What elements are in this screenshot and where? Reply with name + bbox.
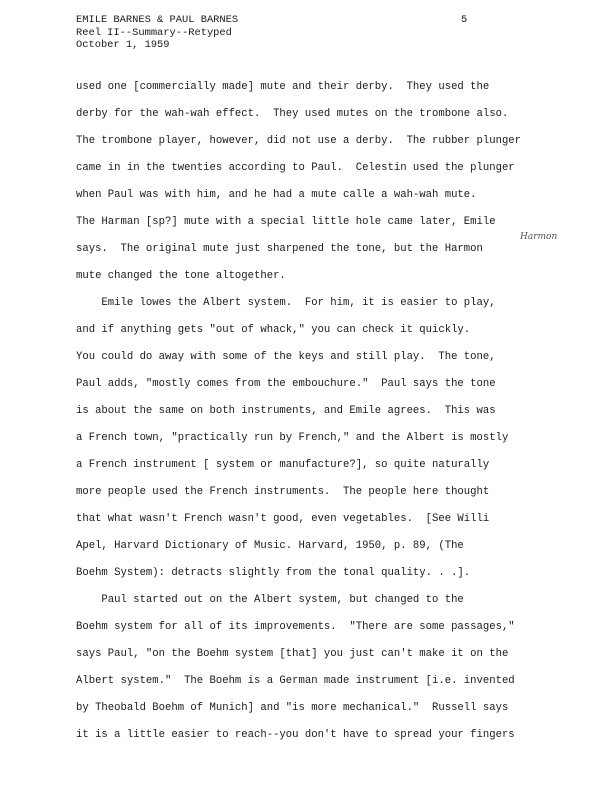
header-names: EMILE BARNES & PAUL BARNES bbox=[76, 14, 239, 26]
body-line: Paul started out on the Albert system, but changed to the bbox=[76, 594, 464, 606]
body-line: Boehm system for all of its improvements. "There are some passages," bbox=[76, 621, 515, 633]
body-line: Paul adds, "mostly comes from the embouchure." Paul says the tone bbox=[76, 378, 496, 390]
body-line: Albert system." The Boehm is a German made instrument [i.e. invented bbox=[76, 675, 515, 687]
body-line: when Paul was with him, and he had a mute calle a wah-wah mute. bbox=[76, 189, 477, 201]
body-line: more people used the French instruments. The people here thought bbox=[76, 486, 490, 498]
body-line: it is a little easier to reach--you don't have to spread your fingers bbox=[76, 729, 515, 741]
document-header bbox=[76, 14, 238, 52]
body-line: came in in the twenties according to Paul. Celestin used the plunger bbox=[76, 162, 515, 174]
body-line: a French town, "practically run by French," and the Albert is mostly bbox=[76, 432, 509, 444]
body-line: derby for the wah-wah effect. They used mutes on the trombone also. bbox=[76, 108, 509, 120]
body-line: is about the same on both instruments, and Emile agrees. This was bbox=[76, 405, 496, 417]
handwritten-correction: Harmon bbox=[520, 232, 558, 242]
body-line: that what wasn't French wasn't good, even vegetables. [See Willi bbox=[76, 513, 490, 525]
body-line: a French instrument [ system or manufacture?], so quite naturally bbox=[76, 459, 490, 471]
body-line: used one [commercially made] mute and their derby. They used the bbox=[76, 81, 490, 93]
document-body bbox=[76, 80, 596, 755]
page-number: 5 bbox=[461, 14, 468, 26]
body-line: Boehm System): detracts slightly from the tonal quality. . .]. bbox=[76, 567, 471, 579]
body-line: says. The original mute just sharpened the tone, but the Harmon bbox=[76, 243, 483, 255]
header-reel: Reel II--Summary--Retyped bbox=[76, 26, 232, 39]
body-line: The Harman [sp?] mute with a special little hole came later, Emile bbox=[76, 216, 496, 228]
body-line: The trombone player, however, did not use a derby. The rubber plunger bbox=[76, 135, 522, 147]
body-line: and if anything gets "out of whack," you can check it quickly. bbox=[76, 324, 471, 336]
body-line: says Paul, "on the Boehm system [that] you just can't make it on the bbox=[76, 648, 509, 660]
body-line: You could do away with some of the keys and still play. The tone, bbox=[76, 351, 496, 363]
body-line: Apel, Harvard Dictionary of Music. Harvard, 1950, p. 89, (The bbox=[76, 540, 464, 552]
header-date: October 1, 1959 bbox=[76, 39, 170, 51]
body-line: Emile lowes the Albert system. For him, it is easier to play, bbox=[76, 297, 496, 309]
body-line: mute changed the tone altogether. bbox=[76, 270, 286, 282]
body-line: by Theobald Boehm of Munich] and "is more mechanical." Russell says bbox=[76, 702, 509, 714]
